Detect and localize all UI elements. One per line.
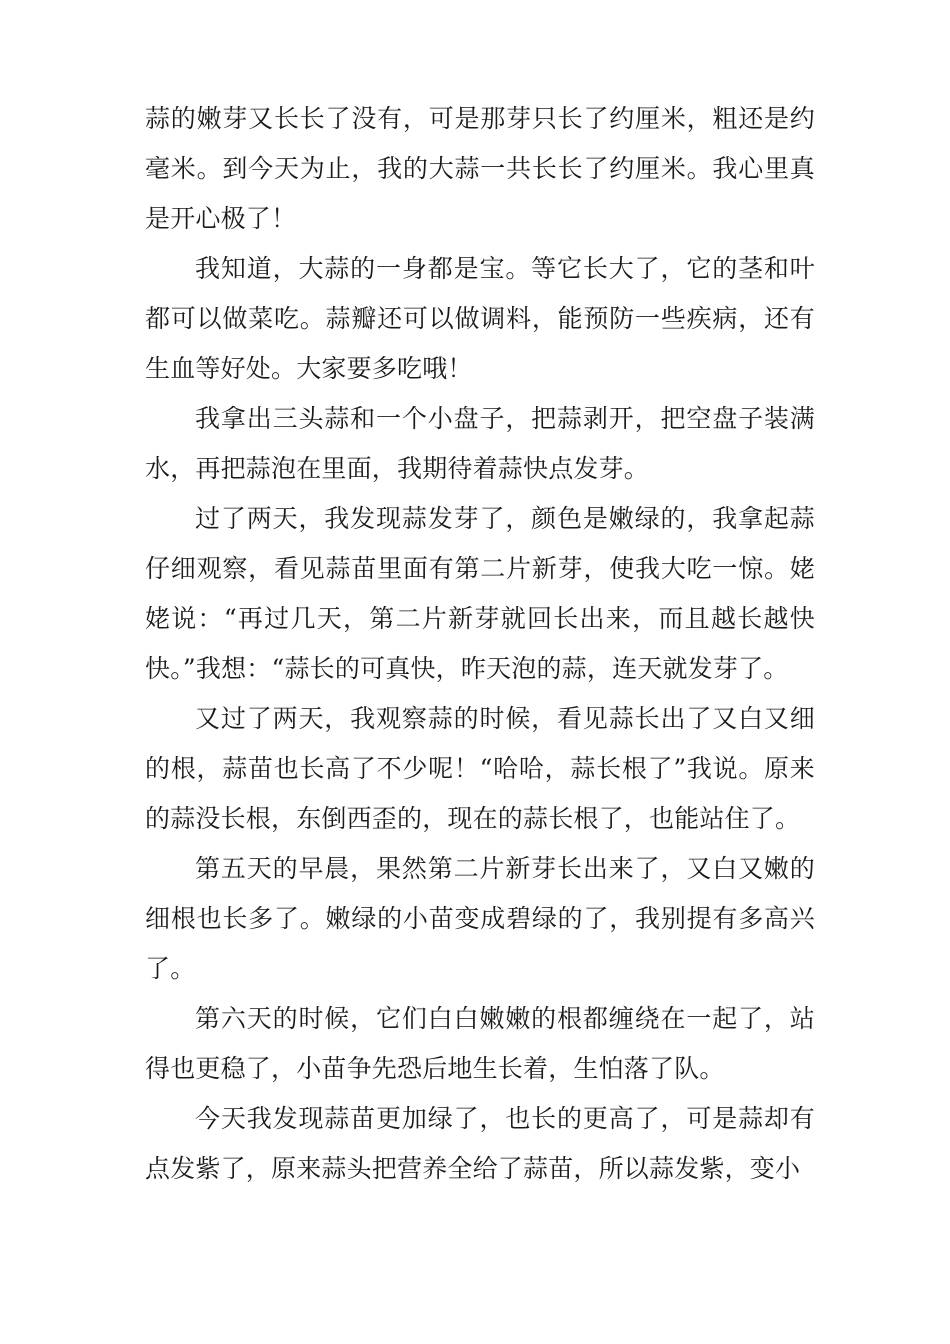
paragraph-5: 又过了两天，我观察蒜的时候，看见蒜长出了又白又细的根，蒜苗也长高了不少呢！“哈哈，蒜长根了”我说。原来的蒜没长根，东倒西歪的，现在的蒜长根了，也能站住了。 bbox=[145, 704, 815, 833]
paragraph-7: 第六天的时候，它们白白嫩嫩的根都缠绕在一起了，站得也更稳了，小苗争先恐后地生长着，生怕落了队。 bbox=[145, 1004, 815, 1083]
document-body bbox=[145, 94, 815, 1194]
paragraph-6: 第五天的早晨，果然第二片新芽长出来了，又白又嫩的细根也长多了。嫩绿的小苗变成碧绿的了，我别提有多高兴了。 bbox=[145, 854, 815, 983]
paragraph-2: 我知道，大蒜的一身都是宝。等它长大了，它的茎和叶都可以做菜吃。蒜瓣还可以做调料，能预防一些疾病，还有生血等好处。大家要多吃哦！ bbox=[145, 254, 815, 383]
paragraph-1: 蒜的嫩芽又长长了没有，可是那芽只长了约厘米，粗还是约毫米。到今天为止，我的大蒜一共长长了约厘米。我心里真是开心极了！ bbox=[145, 104, 815, 233]
paragraph-3: 我拿出三头蒜和一个小盘子，把蒜剥开，把空盘子装满水，再把蒜泡在里面，我期待着蒜快点发芽。 bbox=[145, 404, 815, 483]
paragraph-8: 今天我发现蒜苗更加绿了，也长的更高了，可是蒜却有点发紫了，原来蒜头把营养全给了蒜苗，所以蒜发紫，变小 bbox=[145, 1104, 815, 1183]
paragraph-4: 过了两天，我发现蒜发芽了，颜色是嫩绿的，我拿起蒜仔细观察，看见蒜苗里面有第二片新芽，使我大吃一惊。姥姥说：“再过几天，第二片新芽就回长出来，而且越长越快快。”我想：“蒜长的可真快，昨天泡的蒜，连天就发芽了。 bbox=[145, 504, 815, 683]
